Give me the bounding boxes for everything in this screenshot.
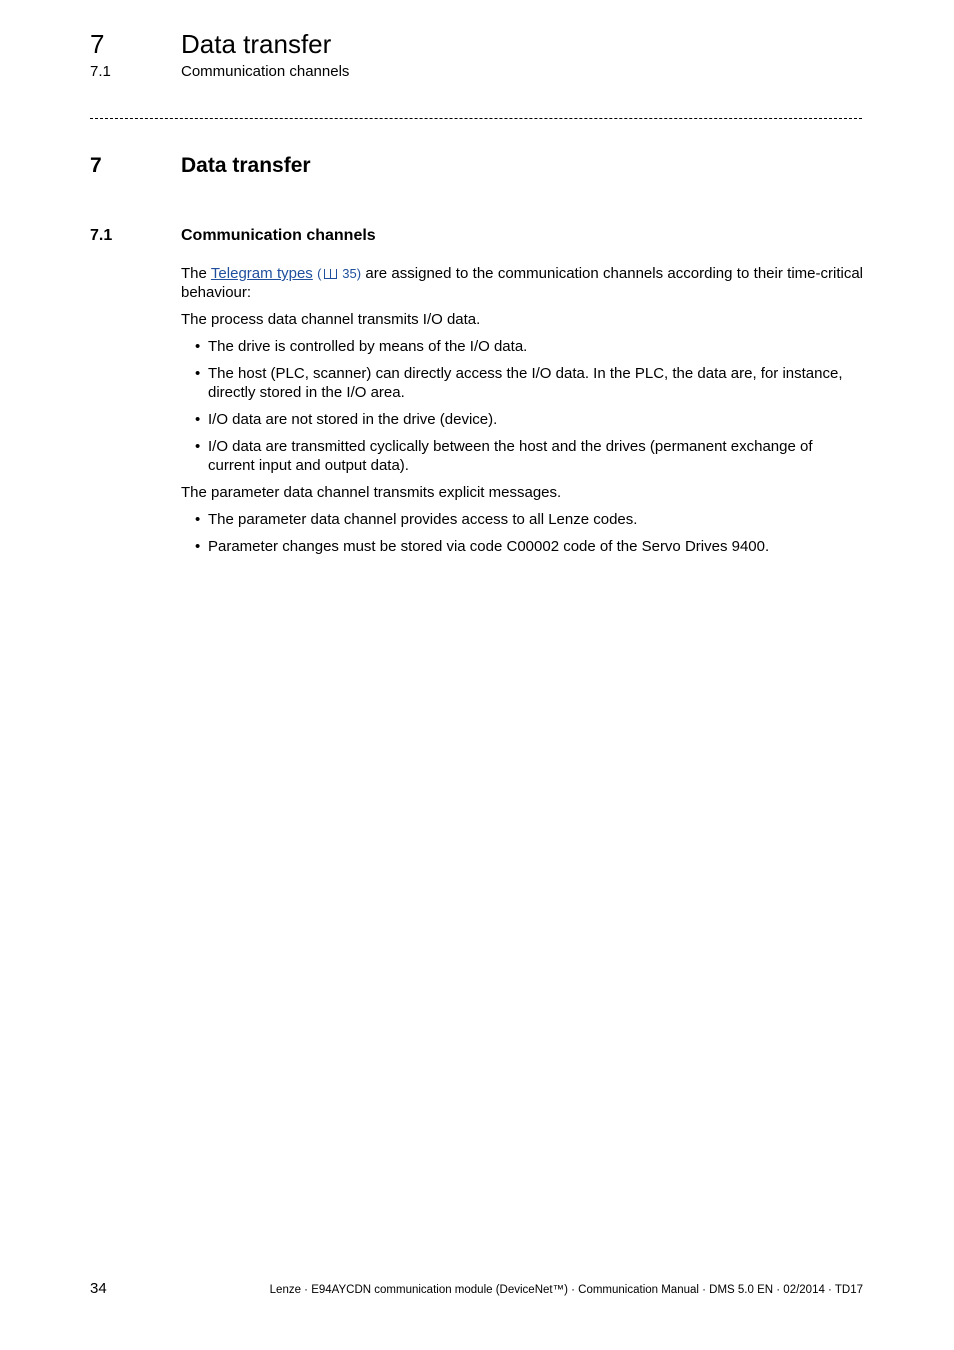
- list-item: [181, 537, 863, 556]
- ref-open: (: [317, 266, 322, 281]
- running-header-section-title: Communication channels: [181, 63, 350, 80]
- intro-prefix: The: [181, 265, 211, 282]
- list-item: [181, 510, 863, 529]
- parameter-channel-list: [181, 510, 863, 556]
- bullet: •: [195, 438, 201, 455]
- running-header-chapter-number: 7: [90, 29, 105, 59]
- chapter-number: 7: [90, 154, 102, 177]
- list-item: [181, 337, 863, 356]
- section-body: [181, 264, 863, 564]
- section-title: Communication channels: [181, 227, 376, 244]
- page-number: 34: [90, 1280, 107, 1297]
- running-header-chapter-title: Data transfer: [181, 29, 332, 59]
- list-item-text: The host (PLC, scanner) can directly access the I/O data. In the PLC, the data are, for instance, directly stored in the I/O area.: [208, 365, 843, 401]
- parameter-channel-paragraph: The parameter data channel transmits explicit messages.: [181, 484, 562, 501]
- footer-text: Lenze · E94AYCDN communication module (DeviceNet™) · Communication Manual · DMS 5.0 EN · 02/2014 · TD17: [269, 1284, 863, 1296]
- bullet: •: [195, 338, 201, 355]
- list-item-text: Parameter changes must be stored via code C00002 code of the Servo Drives 9400.: [208, 538, 770, 555]
- book-icon: [324, 269, 337, 279]
- telegram-types-link[interactable]: Telegram types: [210, 265, 313, 282]
- bullet: •: [195, 538, 201, 555]
- ref-page: 35): [338, 266, 362, 281]
- list-item-text: I/O data are not stored in the drive (device).: [208, 411, 498, 428]
- section-number: 7.1: [90, 227, 113, 244]
- running-header-section-number: 7.1: [90, 63, 111, 80]
- chapter-title: Data transfer: [181, 154, 311, 177]
- list-item-text: I/O data are transmitted cyclically between the host and the drives (permanent exchange of current input and output data).: [208, 438, 813, 474]
- list-item: [181, 410, 863, 429]
- intro-suffix: are assigned to the communication channels according to their time-critical behaviour:: [181, 265, 864, 301]
- intro-paragraph: [181, 264, 863, 302]
- list-item: [181, 437, 863, 475]
- process-channel-list: [181, 337, 863, 475]
- bullet: •: [195, 411, 201, 428]
- list-item: [181, 364, 863, 402]
- list-item-text: The parameter data channel provides access to all Lenze codes.: [208, 511, 638, 528]
- bullet: •: [195, 365, 201, 382]
- bullet: •: [195, 511, 201, 528]
- process-channel-paragraph: The process data channel transmits I/O data.: [181, 311, 481, 328]
- page-reference-link[interactable]: [317, 266, 361, 281]
- header-divider: [90, 118, 862, 119]
- list-item-text: The drive is controlled by means of the I/O data.: [208, 338, 528, 355]
